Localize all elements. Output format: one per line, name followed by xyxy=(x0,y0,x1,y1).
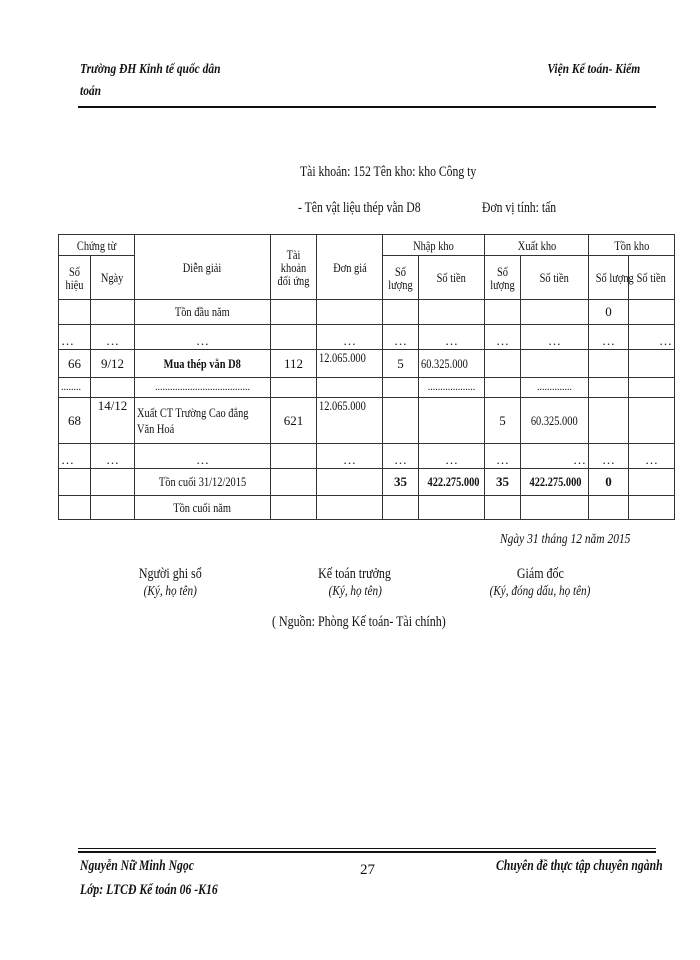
footer-topic: Chuyên đề thực tập chuyên ngành xyxy=(496,858,663,874)
material-line: - Tên vật liệu thép vằn D8 xyxy=(298,200,421,216)
th-export: Xuất kho xyxy=(485,235,589,256)
footer-rule-top xyxy=(78,848,656,849)
stock-ledger-table xyxy=(58,234,675,520)
account-line: Tài khoản: 152 Tên kho: kho Công ty xyxy=(300,164,477,180)
th-import: Nhập kho xyxy=(383,235,485,256)
table-row: … … … … … … … … … … xyxy=(59,444,675,469)
header-school-cont: toán xyxy=(80,84,102,99)
th-description: Diễn giải xyxy=(135,235,271,300)
signature-director: Giám đốc (Ký, đóng dấu, họ tên) xyxy=(489,566,591,599)
footer-class: Lớp: LTCĐ Kế toán 06 -K16 xyxy=(80,882,218,898)
unit-line: Đơn vị tính: tấn xyxy=(482,200,557,216)
date-line: Ngày 31 tháng 12 năm 2015 xyxy=(500,532,631,547)
signature-recorder: Người ghi sổ (Ký, họ tên) xyxy=(138,566,202,599)
signature-chief-accountant: Kế toán trưởng (Ký, họ tên) xyxy=(318,566,392,599)
header-rule xyxy=(78,106,656,108)
source-note: ( Nguồn: Phòng Kế toán- Tài chính) xyxy=(272,614,446,630)
page-number: 27 xyxy=(360,862,375,878)
header-school: Trường ĐH Kinh tế quốc dân xyxy=(80,62,221,77)
table-row: Tồn cuối năm xyxy=(59,496,675,520)
th-export-amount: Số tiền xyxy=(521,256,589,300)
th-voucher: Chứng từ xyxy=(59,235,135,256)
th-account: Tài khoản đối ứng xyxy=(271,235,317,300)
table-row: ........ ...................................... ................... .............. xyxy=(59,378,675,398)
footer-author: Nguyễn Nữ Minh Ngọc xyxy=(80,858,194,874)
th-import-amount: Số tiền xyxy=(419,256,485,300)
th-voucher-no: Số hiệu xyxy=(59,256,91,300)
th-voucher-date: Ngày xyxy=(91,256,135,300)
th-import-qty: Số lượng xyxy=(383,256,419,300)
table-row: Tồn cuối 31/12/2015 35 422.275.000 35 422.275.000 0 xyxy=(59,469,675,496)
th-stock-qty: Số lượng xyxy=(589,256,629,300)
table-row: 68 14/12 Xuất CT Trường Cao đẳng Văn Hoá 621 12.065.000 5 60.325.000 xyxy=(59,398,675,444)
table-row: … … … … … … … … … … xyxy=(59,325,675,350)
th-stock-amount: Số tiền xyxy=(629,256,675,300)
table-row: 66 9/12 Mua thép vằn D8 112 12.065.000 5 60.325.000 xyxy=(59,350,675,378)
footer-rule-bottom xyxy=(78,851,656,853)
th-unit-price: Đơn giá xyxy=(317,235,383,300)
table-row: Tồn đầu năm 0 xyxy=(59,300,675,325)
th-stock: Tồn kho xyxy=(589,235,675,256)
header-institute: Viện Kế toán- Kiểm xyxy=(547,62,640,77)
th-export-qty: Số lượng xyxy=(485,256,521,300)
